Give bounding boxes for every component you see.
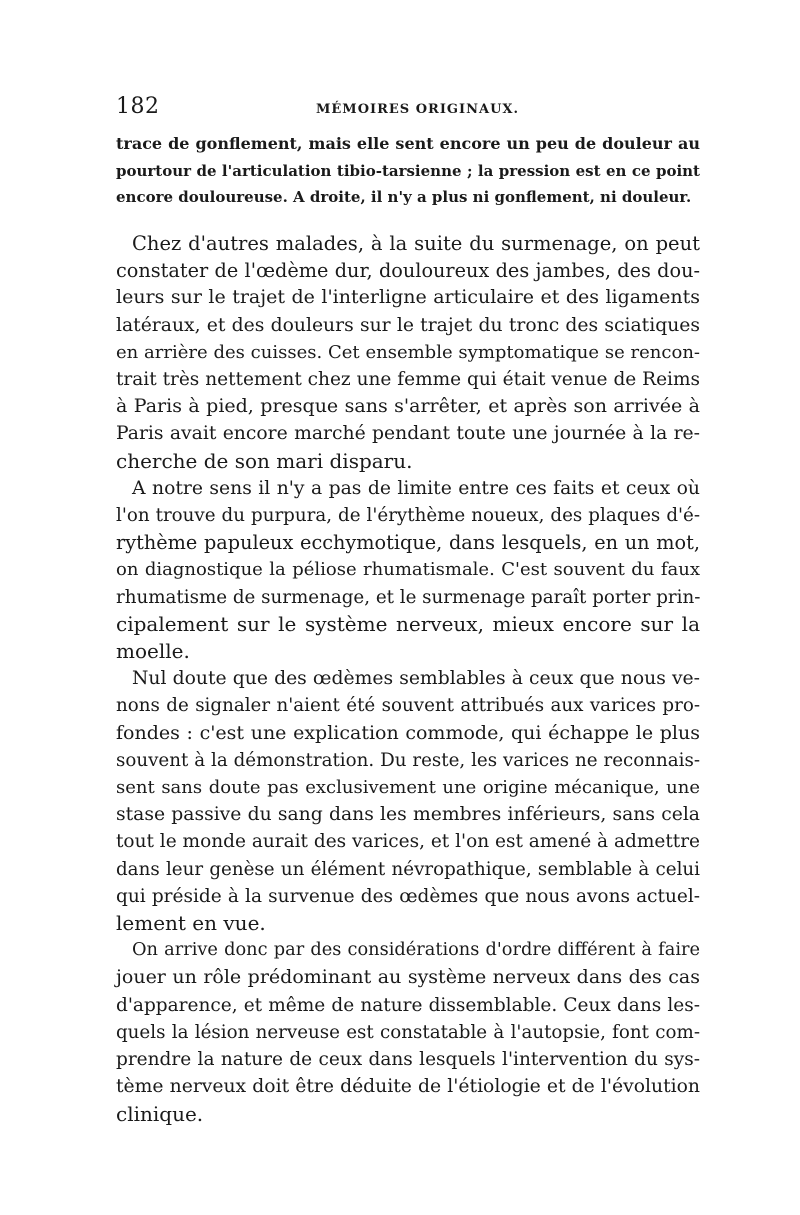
text-line: prendre la nature de ceux dans lesquels l'intervention du sys- [116,1049,700,1071]
text-line: latéraux, et des douleurs sur le trajet du tronc des sciatiques [116,314,700,336]
text-line: stase passive du sang dans les membres inférieurs, sans cela [116,804,700,826]
text-line: rythème papuleux ecchymotique, dans lesquels, en un mot, [116,531,700,555]
paragraph-2 [116,475,700,665]
text-line: qui préside à la survenue des œdèmes que nous avons actuel- [116,885,700,907]
paragraph-4 [116,937,700,1127]
paragraph-1 [116,230,700,475]
body-text [116,230,700,1128]
text-line: clinique. [116,1101,204,1126]
text-line: nons de signaler n'aient été souvent attribués aux varices pro- [116,695,700,717]
text-line: Paris avait encore marché pendant toute une journée à la re- [116,423,700,445]
text-line: l'on trouve du purpura, de l'érythème noueux, des plaques d'é- [116,505,700,527]
text-line: leurs sur le trajet de l'interligne articulaire et des ligaments [116,286,700,309]
text-line: moelle. [116,639,190,664]
text-line: tème nerveux doit être déduite de l'étiologie et de l'évolution [116,1076,700,1098]
text-line: rhumatisme de surmenage, et le surmenage paraît porter prin- [116,586,701,608]
page-header [116,94,700,124]
text-line: A notre sens il n'y a pas de limite entre ces faits et ceux où [132,477,700,499]
text-line: fondes : c'est une explication commode, qui échappe le plus [116,721,700,744]
text-line: à Paris à pied, presque sans s'arrêter, et après son arrivée à [116,395,700,418]
text-line: cipalement sur le système nerveux, mieux encore sur la [116,611,700,636]
text-line: pourtour de l'articulation tibio-tarsienne ; la pression est en ce point [116,161,700,180]
text-line: encore douloureuse. A droite, il n'y a plus ni gonflement, ni douleur. [116,188,692,206]
text-line: constater de l'œdème dur, douloureux des jambes, des dou- [116,259,700,283]
page-number: 182 [116,94,160,119]
continued-paragraph [116,131,700,211]
text-line: On arrive donc par des considérations d'ordre différent à faire [132,940,700,961]
text-line: dans leur genèse un élément névropathique, semblable à celui [116,858,700,880]
paragraph-3 [116,665,700,937]
text-line: quels la lésion nerveuse est constatable à l'autopsie, font com- [116,1021,700,1043]
text-line: tout le monde aurait des varices, et l'on est amené à admettre [116,831,700,853]
running-title: MÉMOIRES ORIGINAUX. [316,102,520,117]
text-line: jouer un rôle prédominant au système nerveux dans des cas [116,966,700,989]
text-line: d'apparence, et même de nature dissemblable. Ceux dans les- [116,994,700,1016]
text-line: sent sans doute pas exclusivement une origine mécanique, une [116,777,700,799]
text-line: Chez d'autres malades, à la suite du surmenage, on peut [132,232,700,255]
text-line: Nul doute que des œdèmes semblables à ceux que nous ve- [132,668,700,690]
text-line: souvent à la démonstration. Du reste, les varices ne reconnais- [116,749,700,771]
text-line: lement en vue. [116,911,266,936]
text-line: on diagnostique la péliose rhumatismale. C'est souvent du faux [116,559,700,581]
text-line: trace de gonflement, mais elle sent encore un peu de douleur au [116,134,700,153]
text-line: cherche de son mari disparu. [116,448,413,473]
text-line: trait très nettement chez une femme qui était venue de Reims [116,369,700,391]
text-line: en arrière des cuisses. Cet ensemble symptomatique se rencon- [116,341,700,363]
